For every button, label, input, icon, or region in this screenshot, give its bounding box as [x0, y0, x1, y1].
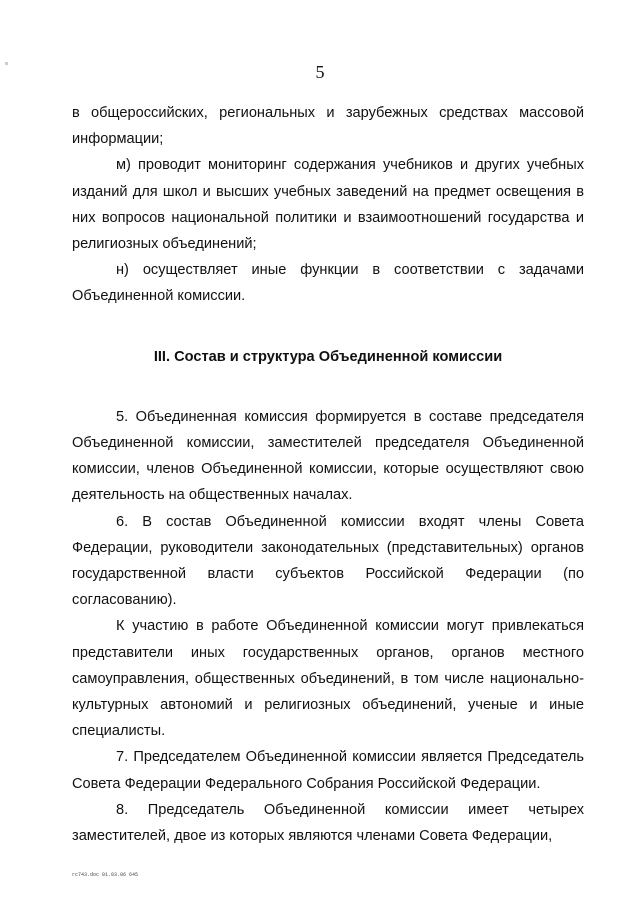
section-heading: III. Состав и структура Объединенной комиссии: [153, 348, 503, 365]
paragraph: 6. В состав Объединенной комиссии входят члены Совета Федерации, руководители законодательных (представительных) органов государственной власти субъектов Российской Федерации (по согласованию).: [72, 513, 584, 609]
document-footer: гс743.doc 01.03.06 645: [72, 872, 139, 878]
paragraph: К участию в работе Объединенной комиссии могут привлекаться представители иных государственных органов, органов местного самоуправления, общественных объединений, в том числе национально-культурных автономий и религиозных объединений, ученые и иные специалисты.: [72, 618, 584, 740]
paragraph: в общероссийских, региональных и зарубежных средствах массовой информации;: [72, 105, 584, 148]
paragraph: 8. Председатель Объединенной комиссии имеет четырех заместителей, двое из которых являются членами Совета Федерации,: [72, 801, 584, 845]
paragraph: 5. Объединенная комиссия формируется в составе председателя Объединенной комиссии, заместителей председателя Объединенной комиссии, членов Объединенной комиссии, которые осуществляют свою деятельность на общественных началах.: [72, 408, 584, 504]
page-number: 5: [315, 62, 325, 82]
paragraph: н) осуществляет иные функции в соответствии с задачами Объединенной комиссии.: [72, 262, 584, 305]
paragraph: м) проводит мониторинг содержания учебников и других учебных изданий для школ и высших учебных заведений на предмет освещения в них вопросов национальной политики и взаимоотношений государства и религиозных объединений;: [72, 157, 584, 253]
paragraph: 7. Председателем Объединенной комиссии является Председатель Совета Федерации Федерального Собрания Российской Федерации.: [72, 749, 584, 792]
document-body: [72, 100, 584, 849]
spacer: [72, 378, 584, 404]
spacer: [72, 310, 584, 336]
